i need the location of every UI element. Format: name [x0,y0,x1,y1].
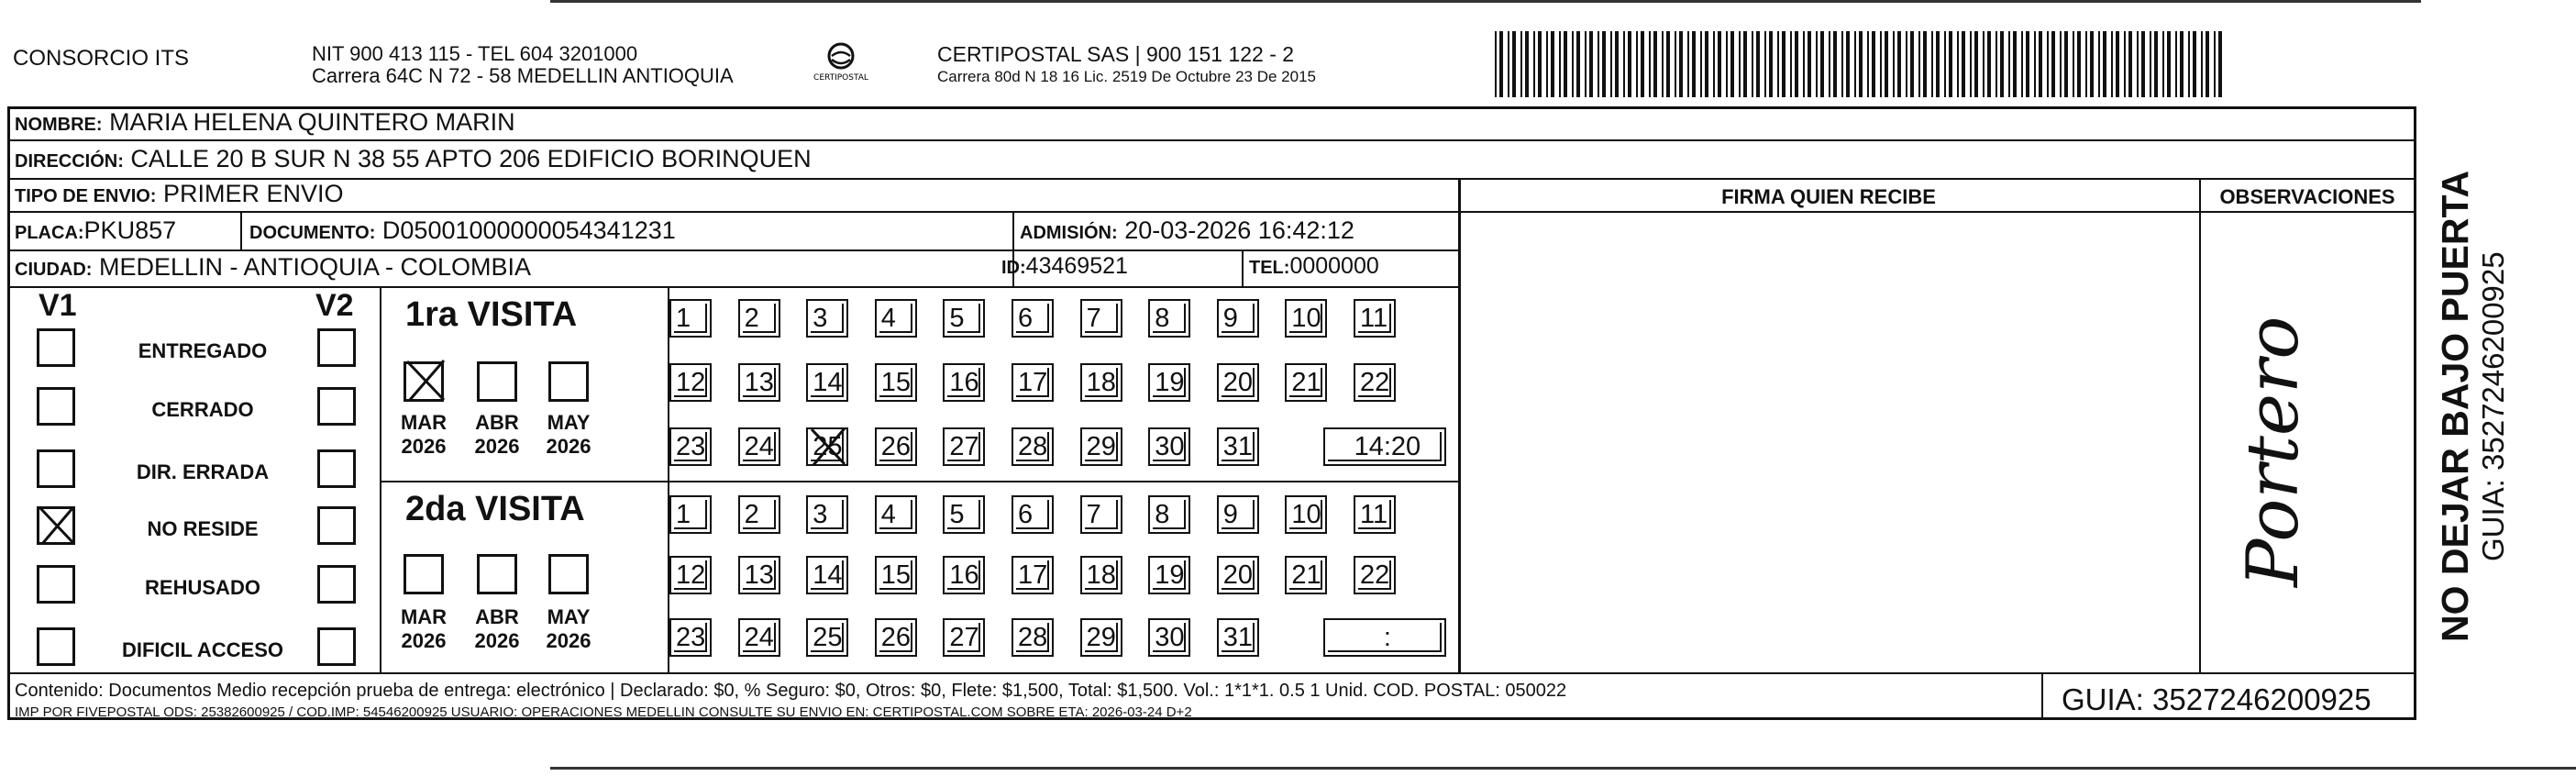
month-label [394,411,453,459]
barcode-bar [1803,31,1805,97]
barcode-bar [2180,31,2184,97]
day-box[interactable]: 12 [669,556,712,594]
month-year: 2026 [401,629,447,652]
day-box[interactable]: 8 [1148,299,1190,338]
barcode-bar [2201,31,2203,97]
v1-checkbox[interactable] [37,387,75,426]
barcode-bar [1726,31,1728,97]
id-label: ID: [1001,258,1026,278]
barcode-bar [2085,31,2087,97]
day-box[interactable]: 30 [1148,618,1190,657]
barcode [1495,31,2225,97]
day-box[interactable]: 22 [1354,363,1396,402]
day-box[interactable]: 4 [875,299,917,338]
guia-divider [2041,672,2043,718]
v1-checkbox[interactable] [37,565,75,604]
barcode-bar [1970,31,1972,97]
month-name: MAY [547,605,591,628]
month-year: 2026 [474,629,520,652]
barcode-bar [1829,31,1830,97]
day-box[interactable]: 14 [806,363,848,402]
shipment-type: PRIMER ENVIO [162,180,344,207]
v2-checkbox[interactable] [317,328,356,367]
month-label [468,411,526,459]
barcode-bar [1636,31,1638,97]
barcode-bar [1589,31,1593,97]
day-box[interactable]: 9 [1217,495,1259,534]
city-value: MEDELLIN - ANTIOQUIA - COLOMBIA [98,253,532,281]
admision-label: ADMISIÓN: [1020,223,1118,243]
day-box[interactable]: 21 [1285,556,1327,594]
v2-checkbox[interactable] [317,565,356,604]
day-box[interactable]: 5 [943,495,985,534]
day-box[interactable]: 10 [1285,299,1327,338]
barcode-bar [2128,31,2132,97]
barcode-bar [2162,31,2164,97]
day-box[interactable]: 29 [1080,618,1122,657]
document-number: D05001000000054341231 [381,216,676,244]
day-box[interactable]: 21 [1285,363,1327,402]
barcode-bar [1730,31,1734,97]
barcode-bar [1897,31,1901,97]
day-box[interactable]: 19 [1148,556,1190,594]
row-line-1 [7,139,2416,141]
day-box[interactable]: 17 [1012,363,1054,402]
barcode-bar [1859,31,1863,97]
barcode-bar [1623,31,1625,97]
recipient-address: CALLE 20 B SUR N 38 55 APTO 206 EDIFICIO BORINQUEN [130,145,812,172]
tel-divider [1242,251,1244,286]
barcode-bar [1641,31,1644,97]
plate-value: PKU857 [83,216,177,244]
barcode-bar [2167,31,2171,97]
day-box[interactable]: 16 [943,363,985,402]
day-box[interactable]: 5 [943,299,985,338]
month-checkbox[interactable] [548,554,589,594]
visit-divider [380,481,669,482]
day-box[interactable]: 31 [1217,427,1259,466]
day-box[interactable]: 28 [1012,618,1054,657]
barcode-bar [1949,31,1952,97]
day-box[interactable]: 15 [875,556,917,594]
firma-left-border [1458,178,1461,673]
documento-row [249,216,676,245]
barcode-bar [2124,31,2126,97]
time-box[interactable]: 14:20 [1323,427,1446,466]
day-box[interactable]: 3 [806,495,848,534]
day-box[interactable]: 9 [1217,299,1259,338]
month-year: 2026 [401,435,447,458]
barcode-bar [1718,31,1721,97]
month-year: 2026 [546,629,591,652]
barcode-bar [2214,31,2216,97]
barcode-bar [1820,31,1824,97]
day-box[interactable]: 3 [806,299,848,338]
barcode-bar [1520,31,1522,97]
v1-label: V1 [39,288,77,323]
month-name: ABR [475,411,519,434]
day-box[interactable]: 13 [738,363,780,402]
day-box[interactable]: 23 [669,427,712,466]
day-box[interactable]: 10 [1285,495,1327,534]
barcode-bar [1700,31,1702,97]
day-box[interactable]: 11 [1354,299,1396,338]
status-label: ENTREGADO [138,339,268,362]
barcode-bar [2103,31,2106,97]
barcode-bar [1713,31,1715,97]
month-name: ABR [475,605,519,628]
barcode-bar [1687,31,1689,97]
x-mark-icon [808,426,863,481]
day-box[interactable]: 12 [669,363,712,402]
placa-row [15,216,176,245]
day-box[interactable]: 20 [1217,363,1259,402]
day-box[interactable]: 27 [943,427,985,466]
scan-edge-top [550,0,2421,3]
certipostal-address: Carrera 80d N 18 16 Lic. 2519 De Octubre 23 De 2015 [937,68,1316,85]
nombre-row [15,108,515,137]
barcode-bar [1499,31,1503,97]
barcode-bar [1705,31,1708,97]
certipostal-line: CERTIPOSTAL SAS | 900 151 122 - 2 [937,42,1295,66]
barcode-bar [1867,31,1869,97]
day-box[interactable]: 4 [875,495,917,534]
month-label [539,605,598,653]
barcode-bar [1974,31,1978,97]
barcode-bar [1872,31,1875,97]
barcode-bar [2111,31,2113,97]
barcode-bar [1918,31,1920,97]
barcode-bar [2073,31,2074,97]
barcode-bar [2141,31,2145,97]
v2-checkbox[interactable] [317,627,356,666]
tipo-row [15,180,344,208]
visit1-title: 1ra VISITA [405,295,578,334]
month-label [394,605,453,653]
barcode-bar [1910,31,1914,97]
barcode-bar [2150,31,2151,97]
barcode-bar [2047,31,2049,97]
barcode-bar [2021,31,2023,97]
day-box[interactable]: 22 [1354,556,1396,594]
day-box[interactable]: 8 [1148,495,1190,534]
month-divider [668,286,669,673]
day-box[interactable]: 13 [738,556,780,594]
barcode-bar [1923,31,1927,97]
day-box[interactable]: 17 [1012,556,1054,594]
barcode-bar [2090,31,2094,97]
day-box[interactable]: 16 [943,556,985,594]
certipostal-logo [809,40,873,91]
status-label: REHUSADO [145,576,260,599]
id-row [1001,253,1128,280]
barcode-bar [2077,31,2081,97]
v1-checkbox[interactable] [37,449,75,488]
footer-guia: GUIA: 3527246200925 [2062,682,2371,716]
barcode-bar [2218,31,2222,97]
tel-row [1249,253,1379,280]
day-box[interactable]: 30 [1148,427,1190,466]
month-label [468,605,526,653]
v2-checkbox[interactable] [317,506,356,545]
visit2-title: 2da VISITA [405,490,585,528]
month-checkbox[interactable] [404,554,444,594]
barcode-bar [1841,31,1843,97]
visit-days-divider [668,481,1460,482]
ciudad-row [15,253,531,282]
barcode-bar [1769,31,1773,97]
table-left-border [7,106,10,719]
barcode-bar [1816,31,1818,97]
company-address: Carrera 64C N 72 - 58 MEDELLIN ANTIOQUIA [312,64,734,87]
recipient-name: MARIA HELENA QUINTERO MARIN [109,108,515,136]
barcode-bar [1893,31,1895,97]
day-box[interactable]: 19 [1148,363,1190,402]
barcode-bar [1615,31,1619,97]
day-box[interactable]: 7 [1080,299,1122,338]
placa-label: PLACA: [15,223,84,243]
day-box[interactable]: 1 [669,299,712,338]
month-name: MAR [400,411,448,434]
day-box[interactable]: 27 [943,618,985,657]
day-box[interactable]: 25 [806,618,848,657]
footer-contenido: Contenido: Documentos Medio recepción prueba de entrega: electrónico | Declarado: $0, % Seguro: $0, Otros: $0, Flete: $1,500, Total: $1,500. Vol.: 1*1*1. 0.5 1 Unid. COD. POSTAL: 050022 [15,681,1567,701]
barcode-bar [2188,31,2190,97]
barcode-bar [2026,31,2029,97]
day-box[interactable]: 14 [806,556,848,594]
v1-checkbox[interactable] [37,328,75,367]
barcode-bar [1854,31,1856,97]
barcode-bar [1756,31,1760,97]
nit-line: NIT 900 413 115 - TEL 604 3201000 [312,42,638,65]
barcode-bar [1906,31,1907,97]
barcode-bar [1790,31,1792,97]
barcode-bar [1653,31,1657,97]
row-line-2 [7,178,2416,180]
footer-imp: IMP POR FIVEPOSTAL ODS: 25382600925 / COD.IMP: 54546200925 USUARIO: OPERACIONES MEDELLIN CONSULTE SU ENVIO EN: CERTIPOSTAL.COM SOBRE ETA: 2026-03-24 D+2 [15,704,1192,720]
barcode-bar [1679,31,1683,97]
row-line-3 [7,211,2416,213]
barcode-bar [1533,31,1535,97]
month-label [539,411,598,459]
direccion-label: DIRECCIÓN: [15,151,124,172]
barcode-bar [1931,31,1933,97]
day-box[interactable]: 23 [669,618,712,657]
barcode-bar [1936,31,1940,97]
handwritten-text: Portero [2232,316,2315,587]
nombre-label: NOMBRE: [15,115,103,135]
id-value: 43469521 [1025,253,1128,279]
barcode-bar [1944,31,1946,97]
barcode-bar [2013,31,2017,97]
barcode-bar [2064,31,2068,97]
barcode-bar [2175,31,2177,97]
day-box[interactable]: 2 [738,495,780,534]
x-mark-icon [404,358,459,413]
scan-edge-bottom [550,767,2576,770]
barcode-bar [1495,31,1497,97]
barcode-bar [1880,31,1882,97]
status-label: NO RESIDE [147,517,259,540]
barcode-bar [1675,31,1676,97]
row-line-5 [7,286,1460,288]
day-box[interactable]: 29 [1080,427,1122,466]
day-box[interactable]: 11 [1354,495,1396,534]
barcode-bar [1598,31,1599,97]
barcode-bar [2137,31,2139,97]
v2-checkbox[interactable] [317,449,356,488]
barcode-bar [1962,31,1965,97]
barcode-bar [1987,31,1991,97]
barcode-bar [2154,31,2158,97]
direccion-row [15,145,812,173]
status-label: DIR. ERRADA [136,460,270,483]
barcode-bar [1808,31,1811,97]
barcode-bar [1572,31,1574,97]
barcode-bar [1752,31,1753,97]
ciudad-label: CIUDAD: [15,260,93,280]
barcode-bar [1795,31,1798,97]
handwritten-observation [2219,294,2348,596]
barcode-bar [2039,31,2042,97]
day-box[interactable]: 28 [1012,427,1054,466]
barcode-bar [1739,31,1741,97]
logo-text: CERTIPOSTAL [813,73,868,83]
status-divider [380,286,381,673]
day-box[interactable]: 25 [806,427,848,466]
barcode-bar [1628,31,1631,97]
barcode-bar [1602,31,1606,97]
tel-label: TEL: [1249,258,1290,278]
day-box[interactable]: 15 [875,363,917,402]
barcode-bar [1546,31,1548,97]
barcode-bar [1538,31,1542,97]
day-box[interactable]: 2 [738,299,780,338]
month-checkbox[interactable] [477,361,517,402]
barcode-bar [2098,31,2100,97]
barcode-bar [1885,31,1888,97]
barcode-bar [1649,31,1651,97]
barcode-bar [1610,31,1612,97]
documento-label: DOCUMENTO: [249,223,376,243]
admision-row [1020,216,1354,245]
barcode-bar [1983,31,1985,97]
day-box[interactable]: 18 [1080,363,1122,402]
barcode-bar [1576,31,1580,97]
table-right-border [2414,106,2416,719]
day-box[interactable]: 26 [875,427,917,466]
side-guia: GUIA: 3527246200925 [2476,251,2510,561]
day-box[interactable]: 26 [875,618,917,657]
v1-checkbox[interactable] [37,627,75,666]
month-year: 2026 [474,435,520,458]
company-name: CONSORCIO ITS [13,46,190,71]
barcode-bar [1512,31,1516,97]
barcode-bar [1833,31,1837,97]
month-name: MAR [400,605,448,628]
month-year: 2026 [546,435,591,458]
day-box[interactable]: 20 [1217,556,1259,594]
barcode-bar [1777,31,1779,97]
v2-label: V2 [315,288,354,323]
barcode-bar [1564,31,1567,97]
barcode-bar [1559,31,1561,97]
month-checkbox[interactable] [548,361,589,402]
barcode-bar [2116,31,2119,97]
barcode-bar [1508,31,1509,97]
admission-date: 20-03-2026 16:42:12 [1124,216,1354,244]
barcode-bar [1551,31,1554,97]
day-box[interactable]: 24 [738,427,780,466]
firma-header: FIRMA QUIEN RECIBE [1721,185,1936,208]
barcode-bar [1662,31,1664,97]
barcode-bar [2051,31,2055,97]
barcode-bar [1846,31,1850,97]
footer-line [7,672,2416,674]
barcode-bar [2008,31,2010,97]
day-box[interactable]: 1 [669,495,712,534]
day-box[interactable]: 7 [1080,495,1122,534]
day-box[interactable]: 6 [1012,495,1054,534]
barcode-bar [2060,31,2062,97]
v2-checkbox[interactable] [317,387,356,426]
side-instruction: NO DEJAR BAJO PUERTA [2434,170,2476,642]
barcode-bar [1666,31,1670,97]
time-box[interactable]: : [1323,618,1446,657]
day-box[interactable]: 18 [1080,556,1122,594]
barcode-bar [1743,31,1747,97]
observaciones-header: OBSERVACIONES [2219,185,2395,208]
barcode-bar [1996,31,1997,97]
barcode-bar [1525,31,1529,97]
barcode-bar [2000,31,2004,97]
month-name: MAY [547,411,591,434]
day-box[interactable]: 24 [738,618,780,657]
barcode-bar [1692,31,1696,97]
barcode-bar [1957,31,1959,97]
day-box[interactable]: 31 [1217,618,1259,657]
tel-value: 0000000 [1289,253,1379,279]
barcode-bar [2193,31,2196,97]
day-box[interactable]: 6 [1012,299,1054,338]
barcode-bar [1585,31,1587,97]
status-label: DIFICIL ACCESO [121,638,283,661]
x-mark-icon [37,504,92,560]
tipo-label: TIPO DE ENVIO: [15,186,157,206]
barcode-bar [1764,31,1766,97]
barcode-bar [2206,31,2209,97]
placa-divider [240,213,242,249]
barcode-bar [1782,31,1786,97]
month-checkbox[interactable] [477,554,517,594]
status-label: CERRADO [151,398,254,421]
barcode-bar [2034,31,2036,97]
